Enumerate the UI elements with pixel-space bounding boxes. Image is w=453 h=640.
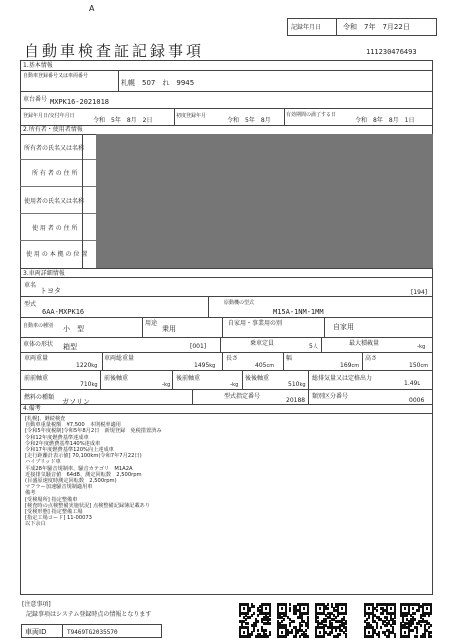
form-marker: A bbox=[89, 4, 95, 13]
record-date-value: 令和 7年 7月22日 bbox=[343, 23, 410, 31]
expiry-date-label: 有効期間の満了する日 bbox=[286, 112, 337, 118]
notice-label: [注意事項] bbox=[22, 601, 51, 608]
qr-code-2 bbox=[277, 603, 309, 637]
document-title: 自動車検査証記録事項 bbox=[24, 42, 205, 60]
remark-line: 令和17年度燃費基準120%向上達成車 bbox=[25, 447, 114, 454]
remark-line: 令和2年度燃費基準140%達成車 bbox=[25, 440, 101, 447]
displacement-unit: L bbox=[417, 381, 421, 387]
first-registration-label: 初度登録年月 bbox=[176, 113, 207, 119]
front-front-axle-label: 前前軸重 bbox=[24, 375, 49, 382]
section2-label: 2.所有者・使用者情報 bbox=[23, 126, 83, 133]
reg-number-label: 自動車登録番号又は車両番号 bbox=[23, 73, 89, 79]
model-label: 型式 bbox=[24, 301, 37, 308]
vehicle-id-label: 車両ID bbox=[25, 628, 47, 636]
capacity-unit: 人 bbox=[312, 344, 318, 350]
category-value: 0006 bbox=[409, 397, 425, 404]
front-rear-axle-value: - bbox=[162, 381, 165, 388]
fuel-label: 燃料の種類 bbox=[24, 394, 55, 401]
section1-label: 1.基本情報 bbox=[23, 62, 53, 69]
remarks-block bbox=[25, 416, 162, 528]
reg-number-value: 札幌 507 れ 9945 bbox=[121, 79, 195, 87]
first-registration-value: 令和 5年 8月 bbox=[227, 117, 271, 124]
rear-rear-axle-value: 510 bbox=[288, 381, 300, 388]
front-front-axle-unit: kg bbox=[91, 382, 98, 388]
body-shape-code: [001] bbox=[190, 343, 207, 350]
gross-weight-label: 車両総重量 bbox=[104, 355, 135, 362]
rear-rear-axle-unit: kg bbox=[299, 382, 306, 388]
section3-label: 3.車両詳細情報 bbox=[23, 270, 65, 277]
rear-front-axle-label: 後前軸重 bbox=[176, 375, 201, 382]
engine-label: 原動機の型式 bbox=[224, 300, 255, 306]
remark-line: [受検場所] 指定整備車 bbox=[25, 496, 78, 503]
displacement-label: 総排気量又は定格出力 bbox=[312, 375, 373, 382]
displacement-value: 1.49 bbox=[404, 380, 418, 387]
remark-line: ハイブリッド車 bbox=[25, 459, 61, 466]
remark-line: 備考 bbox=[25, 490, 36, 497]
type-designation-label: 型式指定番号 bbox=[224, 393, 261, 400]
weight-value: 1220 bbox=[76, 362, 92, 369]
remark-line: [検査時の点検整備実施状況] 点検整備記録簿記載あり bbox=[25, 502, 151, 509]
capacity-value: 5 bbox=[309, 343, 313, 350]
vehicle-kind-value: 小 型 bbox=[63, 325, 84, 333]
height-value: 150 bbox=[409, 362, 421, 369]
expiry-date-value: 令和 8年 8月 1日 bbox=[355, 117, 415, 124]
remark-line: 自動車重量税額 ¥7,500 本則税率適用 bbox=[25, 422, 121, 429]
remark-line: [札幌]、継続検査 bbox=[25, 416, 66, 422]
rear-front-axle-unit: kg bbox=[232, 382, 239, 388]
remark-line: [令和5年度税制]令和5年8月2日 新規登録 免税措置済み bbox=[25, 428, 162, 435]
height-label: 高さ bbox=[365, 355, 378, 362]
max-load-label: 最大積載量 bbox=[349, 340, 380, 347]
height-unit: cm bbox=[420, 363, 429, 369]
chassis-label: 車台番号 bbox=[23, 96, 48, 103]
body-shape-label: 車体の形状 bbox=[23, 341, 54, 348]
length-value: 405 bbox=[255, 362, 267, 369]
qr-code-5 bbox=[400, 603, 432, 637]
length-unit: cm bbox=[266, 363, 275, 369]
vehicle-kind-label: 自動車の種別 bbox=[23, 323, 54, 329]
weight-unit: kg bbox=[91, 363, 98, 369]
record-date-label: 記録年月日 bbox=[291, 24, 322, 31]
remark-line: 令和12年度燃費基準達成車 bbox=[25, 434, 89, 441]
front-rear-axle-unit: kg bbox=[164, 382, 171, 388]
remark-line: (目盛原速度時測定回転数 2,500rpm) bbox=[25, 478, 117, 485]
model-value: 6AA-MXPK16 bbox=[42, 308, 85, 316]
registration-date-value: 令和 5年 8月 2日 bbox=[93, 117, 153, 124]
length-label: 長さ bbox=[226, 355, 239, 362]
user-address-label: 使 用 者 の 住 所 bbox=[32, 225, 78, 232]
max-load-unit: kg bbox=[419, 344, 426, 350]
maker-code: [194] bbox=[411, 289, 428, 296]
width-unit: cm bbox=[351, 363, 360, 369]
remark-line: 平成28年騒音規制車、騒音カテゴリ M1A2A bbox=[25, 465, 133, 472]
chassis-value: MXPK16-2021018 bbox=[50, 98, 110, 106]
remark-line: 近接排気騒音値 64dB、測定回転数 2,500rpm bbox=[25, 471, 142, 478]
rear-front-axle-value: - bbox=[230, 381, 233, 388]
remark-line: [指定工場コード] 11-00073 bbox=[25, 515, 92, 522]
width-value: 169 bbox=[340, 362, 352, 369]
type-designation-value: 20188 bbox=[286, 397, 306, 404]
remark-line: [走行距離計表示値] 70,100km(令和7年7月22日) bbox=[25, 453, 142, 460]
weight-label: 車両重量 bbox=[24, 355, 49, 362]
fuel-value: ガソリン bbox=[62, 398, 90, 406]
use-label: 用途 bbox=[145, 320, 158, 327]
registration-date-label: 登録年月日/交付年月日 bbox=[23, 113, 75, 119]
max-load-value: - bbox=[417, 343, 420, 350]
maker-label: 車名 bbox=[24, 282, 37, 289]
redacted-owner-info bbox=[96, 134, 433, 268]
gross-weight-value: 1495 bbox=[194, 362, 210, 369]
remark-line: 以下余白 bbox=[25, 521, 46, 528]
owner-address-label: 所 有 者 の 住 所 bbox=[32, 170, 78, 177]
front-rear-axle-label: 前後軸重 bbox=[104, 375, 129, 382]
width-label: 幅 bbox=[286, 355, 293, 362]
capacity-label: 乗車定員 bbox=[250, 340, 275, 347]
gross-weight-unit: kg bbox=[209, 363, 216, 369]
purpose-value: 自家用 bbox=[333, 323, 354, 331]
qr-code-4 bbox=[364, 603, 396, 637]
section4-label: 4.備考 bbox=[23, 405, 41, 412]
category-label: 類別区分番号 bbox=[312, 393, 349, 400]
engine-value: M15A-1NM-1MM bbox=[273, 308, 324, 316]
front-front-axle-value: 710 bbox=[80, 381, 92, 388]
remark-line: [受検形態] 指定整備工場 bbox=[25, 509, 83, 516]
notice-text: 記録事項はシステム登録時点の情報となります bbox=[26, 611, 152, 618]
vehicle-id-value: T9469TG2035570 bbox=[67, 629, 118, 636]
owner-name-label: 所有者の氏名又は名称 bbox=[24, 145, 85, 152]
purpose-label: 自家用・事業用の別 bbox=[228, 320, 283, 327]
qr-code-1 bbox=[239, 603, 271, 637]
qr-code-3 bbox=[315, 603, 347, 637]
body-shape-value: 箱型 bbox=[63, 343, 77, 351]
base-location-label: 使 用 の 本 拠 の 位 置 bbox=[26, 251, 88, 258]
use-value: 乗用 bbox=[162, 325, 176, 333]
user-name-label: 使用者の氏名又は名称 bbox=[24, 198, 85, 205]
maker-value: トヨタ bbox=[40, 287, 61, 295]
document-number: 111230476493 bbox=[366, 48, 417, 56]
rear-rear-axle-label: 後後軸重 bbox=[245, 375, 270, 382]
remark-line: マフラー加速騒音規制適用車 bbox=[25, 484, 93, 491]
